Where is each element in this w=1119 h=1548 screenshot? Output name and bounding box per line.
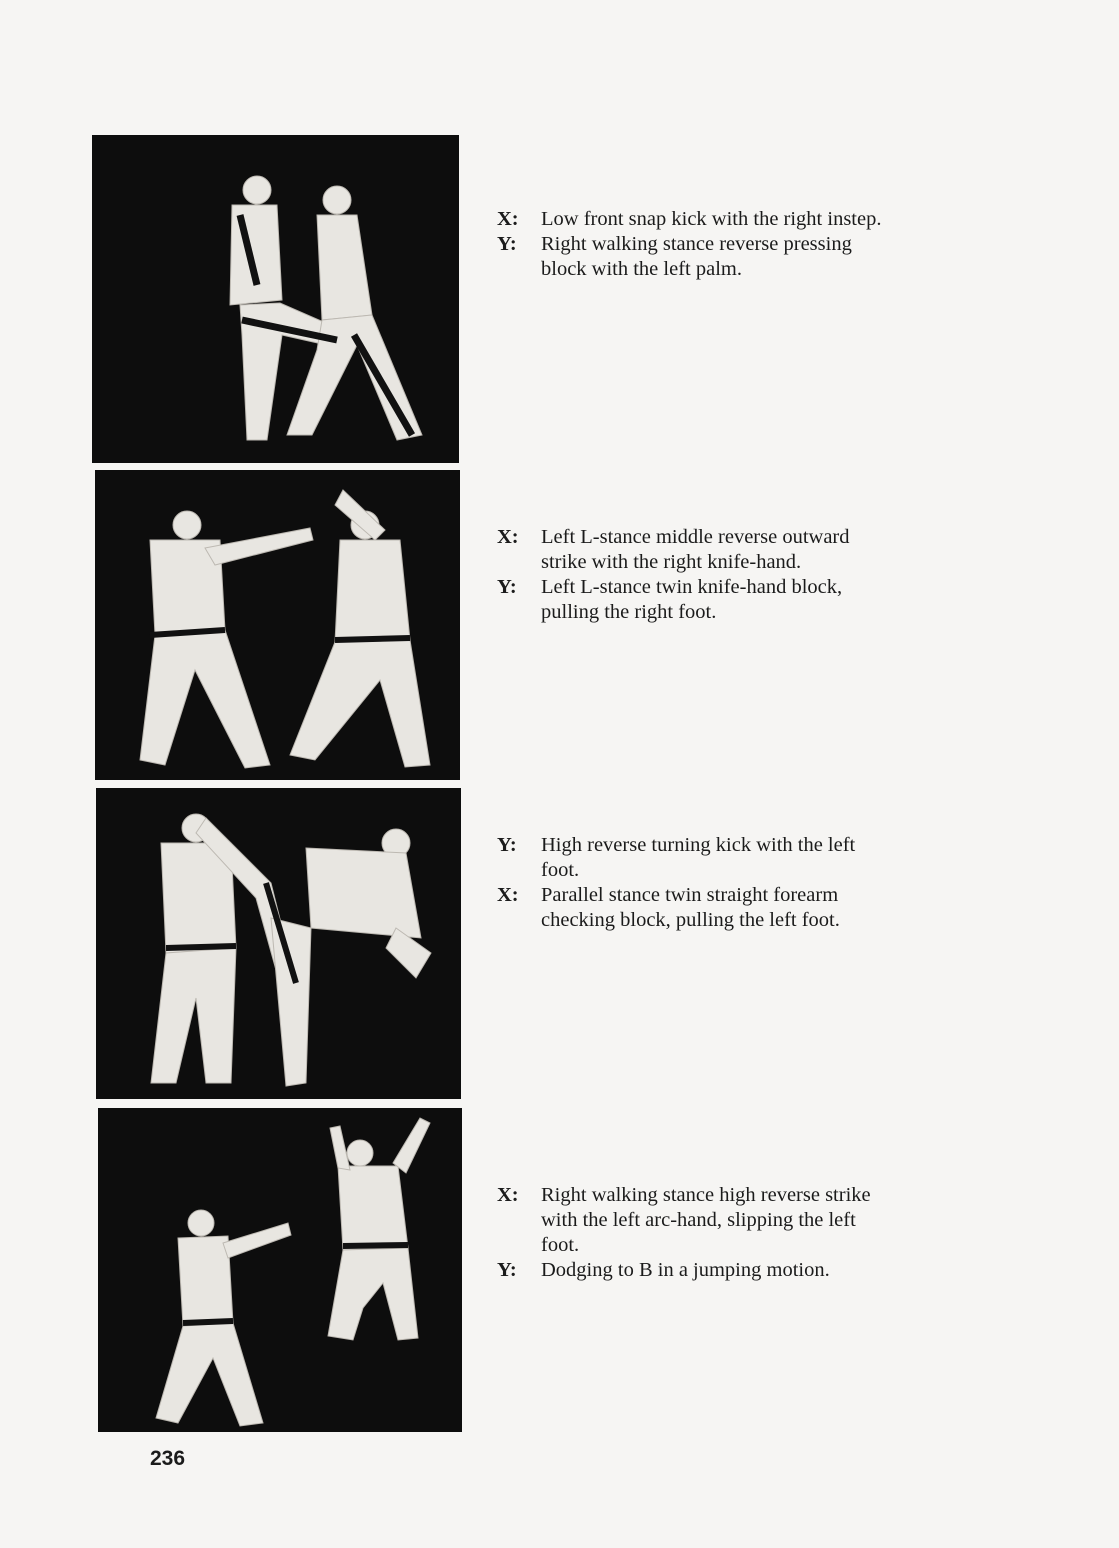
actor-label: X: [497, 208, 519, 230]
actor-label: X: [497, 526, 519, 548]
action-description: Right walking stance high reverse strike with the left arc-hand, slipping the left foot. [541, 1184, 871, 1256]
photo-4-figures [98, 1108, 462, 1432]
caption-entry [497, 575, 897, 625]
caption-entry [497, 1258, 897, 1283]
photo-arc-hand-strike [98, 1108, 462, 1432]
caption-entry [497, 1183, 897, 1258]
caption-entry [497, 232, 897, 282]
actor-label: X: [497, 884, 519, 906]
photo-front-snap-kick [92, 135, 459, 463]
page-number: 236 [150, 1447, 186, 1470]
action-description: Left L-stance twin knife-hand block, pulling the right foot. [541, 576, 843, 623]
caption-entry [497, 833, 897, 883]
action-description: Parallel stance twin straight forearm checking block, pulling the left foot. [541, 884, 840, 931]
caption-panel-3 [497, 833, 897, 933]
action-description: Low front snap kick with the right instep. [541, 208, 882, 230]
actor-label: Y: [497, 1259, 517, 1281]
action-description: Right walking stance reverse pressing block with the left palm. [541, 233, 852, 280]
photo-2-figures [95, 470, 460, 780]
actor-label: X: [497, 1184, 519, 1206]
caption-entry [497, 525, 897, 575]
caption-panel-4 [497, 1183, 897, 1283]
actor-label: Y: [497, 233, 517, 255]
caption-panel-2 [497, 525, 897, 625]
photo-3-figures [96, 788, 461, 1099]
photo-reverse-turning-kick [96, 788, 461, 1099]
action-description: Left L-stance middle reverse outward strike with the right knife-hand. [541, 526, 850, 573]
photo-knife-hand-strike [95, 470, 460, 780]
actor-label: Y: [497, 834, 517, 856]
caption-entry [497, 207, 897, 232]
caption-panel-1 [497, 207, 897, 282]
photo-1-figures [92, 135, 459, 463]
action-description: Dodging to B in a jumping motion. [541, 1259, 830, 1281]
action-description: High reverse turning kick with the left foot. [541, 834, 856, 881]
actor-label: Y: [497, 576, 517, 598]
caption-entry [497, 883, 897, 933]
